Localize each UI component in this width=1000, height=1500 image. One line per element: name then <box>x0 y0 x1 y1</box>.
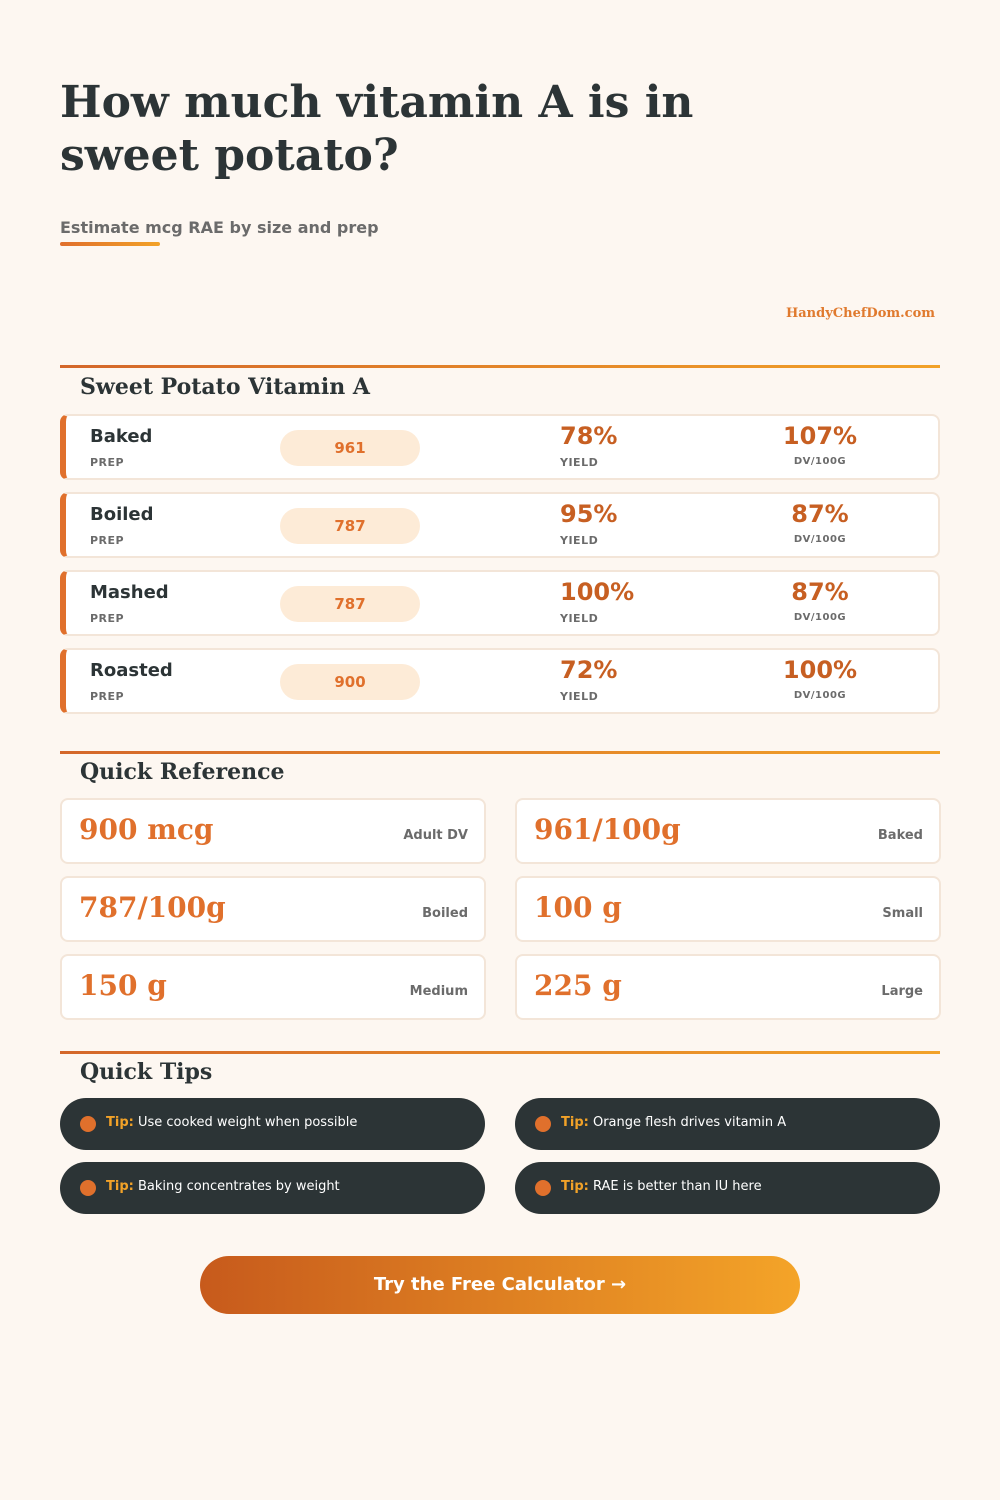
dv-value: 87% <box>791 578 849 606</box>
prep-name: Roasted <box>90 660 173 681</box>
reference-value: 900 mcg <box>79 813 214 846</box>
prep-label: PREP <box>90 612 125 625</box>
reference-label: Small <box>882 906 923 921</box>
reference-card <box>60 798 486 864</box>
page-subtitle: Estimate mcg RAE by size and prep <box>60 218 379 237</box>
table-row-baked <box>60 414 940 480</box>
table-row-roasted <box>60 648 940 714</box>
yield-value: 78% <box>560 422 618 450</box>
dv-value: 100% <box>782 656 858 684</box>
dv-value: 107% <box>782 422 858 450</box>
section-divider <box>60 1051 940 1054</box>
vitamin-value-pill: 787 <box>280 508 420 544</box>
yield-value: 72% <box>560 656 618 684</box>
prep-name: Mashed <box>90 582 169 603</box>
reference-card <box>60 876 486 942</box>
section-divider <box>60 365 940 368</box>
tip-body: Orange flesh drives vitamin A <box>592 1115 787 1130</box>
prep-label: PREP <box>90 456 125 469</box>
reference-label: Medium <box>409 984 468 999</box>
reference-value: 225 g <box>534 969 622 1002</box>
quick-reference-title: Quick Reference <box>80 759 285 785</box>
tip-body: Baking concentrates by weight <box>137 1179 340 1194</box>
yield-label: YIELD <box>560 456 599 469</box>
vitamin-value-pill: 787 <box>280 586 420 622</box>
reference-card <box>60 954 486 1020</box>
prep-name: Baked <box>90 426 153 447</box>
prep-label: PREP <box>90 690 125 703</box>
tip-pill <box>515 1162 940 1214</box>
tip-text <box>106 1179 340 1194</box>
page-title: How much vitamin A is in sweet potato? <box>60 77 694 181</box>
vitamin-value-pill: 900 <box>280 664 420 700</box>
dv-label: DV/100G <box>793 690 847 701</box>
subtitle-underline <box>60 242 160 246</box>
tip-pill <box>515 1098 940 1150</box>
reference-value: 100 g <box>534 891 622 924</box>
tip-text <box>561 1115 786 1130</box>
tip-prefix: Tip: <box>561 1179 589 1194</box>
tip-pill <box>60 1162 485 1214</box>
tip-bullet-icon <box>80 1116 96 1132</box>
reference-value: 961/100g <box>534 813 681 846</box>
reference-label: Adult DV <box>403 828 468 843</box>
tip-pill <box>60 1098 485 1150</box>
reference-label: Boiled <box>422 906 468 921</box>
yield-value: 95% <box>560 500 618 528</box>
tip-bullet-icon <box>80 1180 96 1196</box>
reference-label: Large <box>881 984 923 999</box>
dv-label: DV/100G <box>793 612 847 623</box>
tip-bullet-icon <box>535 1116 551 1132</box>
tip-text <box>106 1115 357 1130</box>
section-divider <box>60 751 940 754</box>
tip-body: RAE is better than IU here <box>592 1179 762 1194</box>
reference-card <box>515 798 941 864</box>
tip-prefix: Tip: <box>106 1179 134 1194</box>
table-row-boiled <box>60 492 940 558</box>
dv-label: DV/100G <box>793 456 847 467</box>
reference-value: 150 g <box>79 969 167 1002</box>
reference-value: 787/100g <box>79 891 226 924</box>
tip-text <box>561 1179 762 1194</box>
reference-label: Baked <box>877 828 923 843</box>
free-calculator-button[interactable]: Try the Free Calculator → <box>200 1256 800 1314</box>
reference-card <box>515 954 941 1020</box>
yield-label: YIELD <box>560 690 599 703</box>
prep-name: Boiled <box>90 504 154 525</box>
tip-prefix: Tip: <box>561 1115 589 1130</box>
tip-bullet-icon <box>535 1180 551 1196</box>
yield-label: YIELD <box>560 612 599 625</box>
yield-value: 100% <box>560 578 635 606</box>
yield-label: YIELD <box>560 534 599 547</box>
dv-label: DV/100G <box>793 534 847 545</box>
brand-link[interactable]: HandyChefDom.com <box>785 306 935 321</box>
prep-label: PREP <box>90 534 125 547</box>
dv-value: 87% <box>791 500 849 528</box>
vitamin-table-title: Sweet Potato Vitamin A <box>80 374 370 400</box>
tip-prefix: Tip: <box>106 1115 134 1130</box>
reference-card <box>515 876 941 942</box>
table-row-mashed <box>60 570 940 636</box>
tip-body: Use cooked weight when possible <box>137 1115 358 1130</box>
vitamin-value-pill: 961 <box>280 430 420 466</box>
quick-tips-title: Quick Tips <box>80 1059 213 1085</box>
